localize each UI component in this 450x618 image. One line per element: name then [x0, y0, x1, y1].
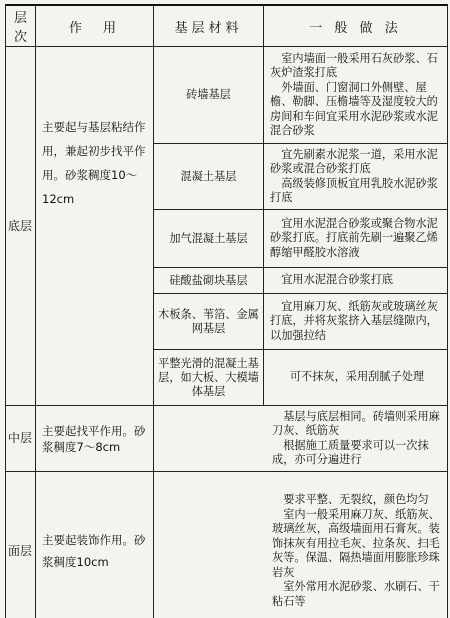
header-layer: 层次 — [6, 5, 36, 47]
method-line: 室内墙面一般采用石灰砂浆、石灰炉渣浆打底 — [270, 51, 438, 79]
method-text — [264, 47, 448, 144]
method-paragraph — [270, 148, 444, 206]
function-bottom: 主要起与基层粘结作用，兼起初步找平作用。砂浆稠度10～12cm — [36, 47, 154, 406]
method-line: 要求平整、无裂纹，颜色均匀 — [283, 493, 429, 507]
header-method: 一 般 做 法 — [264, 5, 448, 47]
method-text — [264, 268, 448, 294]
layer-label-middle: 中层 — [6, 406, 36, 472]
method-text-surface — [154, 472, 448, 618]
plastering-layers-table — [5, 4, 448, 618]
header-function: 作 用 — [36, 5, 154, 47]
method-line: 高级装修顶板宜用乳胶水泥砂浆打底 — [270, 176, 438, 204]
method-text-middle — [154, 406, 448, 472]
function-surface: 主要起装饰作用。砂浆稠度10cm — [36, 472, 154, 618]
method-text — [264, 350, 448, 406]
layer-label-surface: 面层 — [6, 472, 36, 618]
base-material: 木板条、苇箔、金属网基层 — [154, 294, 264, 350]
method-text — [264, 210, 448, 268]
header-base: 基层材料 — [154, 5, 264, 47]
method-line: 室内一般采用麻刀灰、纸筋灰、玻璃丝灰，高级墙面用石膏灰。装饰抹灰有用拉毛灰、拉条灰、扫毛灰等。保温、隔热墙面用膨胀珍珠岩灰 — [272, 507, 440, 579]
method-paragraph: 宜用水泥混合砂浆或聚合物水泥砂浆打底。打底前先刷一遍聚乙烯醇缩甲醛胶水溶液 — [270, 216, 438, 259]
table-row — [6, 47, 448, 144]
method-text — [264, 294, 448, 350]
table-row — [6, 406, 448, 472]
base-material: 硅酸盐砌块基层 — [154, 268, 264, 294]
layer-label-bottom: 底层 — [6, 47, 36, 406]
method-paragraph: 可不抹灰，采用刮腻子处理 — [289, 370, 425, 384]
method-line: 根据施工质量要求可以一次抹成，亦可分遍进行 — [272, 438, 429, 466]
method-text — [264, 144, 448, 210]
base-material: 混凝土基层 — [154, 144, 264, 210]
method-line: 基层与底层相同。砖墙则采用麻刀灰、纸筋灰 — [272, 409, 440, 437]
base-material: 砖墙基层 — [154, 47, 264, 144]
method-paragraph: 宜用麻刀灰、纸筋灰或玻璃丝灰打底，并将灰浆挤入基层缝隙内，以加强拉结 — [270, 299, 438, 342]
method-paragraph — [272, 493, 444, 609]
function-middle: 主要起找平作用。砂浆稠度7～8cm — [36, 406, 154, 472]
method-line: 室外常用水泥砂浆、水刷石、干粘石等 — [272, 580, 440, 608]
method-paragraph — [270, 52, 444, 139]
method-line: 宜先刷素水泥浆一道，采用水泥砂浆或混合砂浆打底 — [270, 147, 438, 175]
base-material: 加气混凝土基层 — [154, 210, 264, 268]
method-paragraph: 宜用水泥混合砂浆打底 — [281, 273, 394, 287]
header-row — [6, 5, 448, 47]
method-paragraph — [272, 410, 444, 468]
method-line: 外墙面、门窗洞口外侧壁、屋檐、勒脚、压檐墙等及湿度较大的房间和车间宜采用水泥砂浆或水泥混合砂浆 — [270, 80, 438, 137]
table-row — [6, 472, 448, 618]
base-material: 平整光滑的混凝土基层，如大板、大模墙体基层 — [154, 350, 264, 406]
